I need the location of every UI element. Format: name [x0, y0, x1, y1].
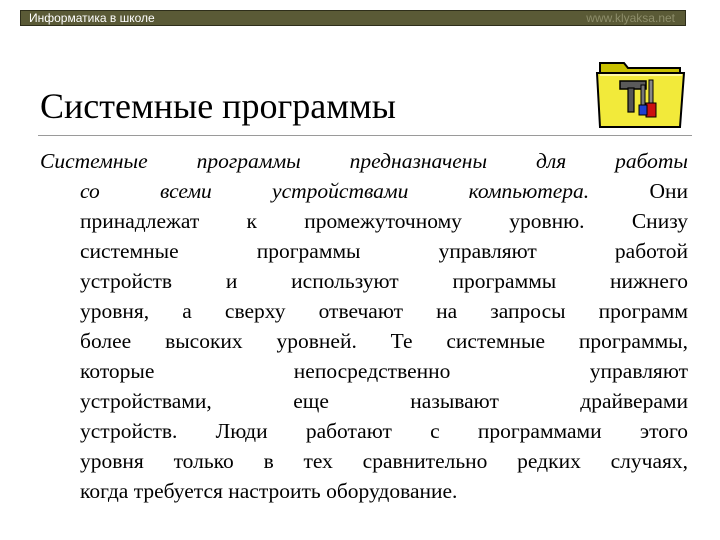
text-line: устройств. Люди работают с программами этого [80, 419, 688, 443]
text-line: Системные программы предназначены для работы [40, 149, 688, 173]
text-line: более высоких уровней. Те системные программы, [80, 329, 688, 353]
text-line: устройствами, еще называют драйверами [80, 389, 688, 413]
text-line: когда требуется настроить оборудование. [80, 479, 458, 503]
text-line: уровня только в тех сравнительно редких случаях, [80, 449, 688, 473]
text-line: системные программы управляют работой [80, 239, 688, 263]
slide-title: Системные программы [40, 86, 396, 126]
text-line-rest: Они [649, 179, 688, 203]
body-paragraph [40, 146, 688, 506]
text-line: устройств и используют программы нижнего [80, 269, 688, 293]
text-line: принадлежат к промежуточному уровню. Снизу [80, 209, 688, 233]
header-website-text: www.klyaksa.net [586, 11, 675, 25]
header-left-text: Информатика в школе [29, 11, 155, 25]
text-line: которые непосредственно управляют [80, 359, 688, 383]
title-divider [38, 135, 692, 136]
text-line [40, 176, 688, 206]
folder-tools-icon [594, 55, 688, 131]
header-bar [20, 10, 686, 26]
text-line: уровня, а сверху отвечают на запросы программ [80, 299, 688, 323]
text-line-italic: со всеми устройствами компьютера. [80, 179, 590, 203]
